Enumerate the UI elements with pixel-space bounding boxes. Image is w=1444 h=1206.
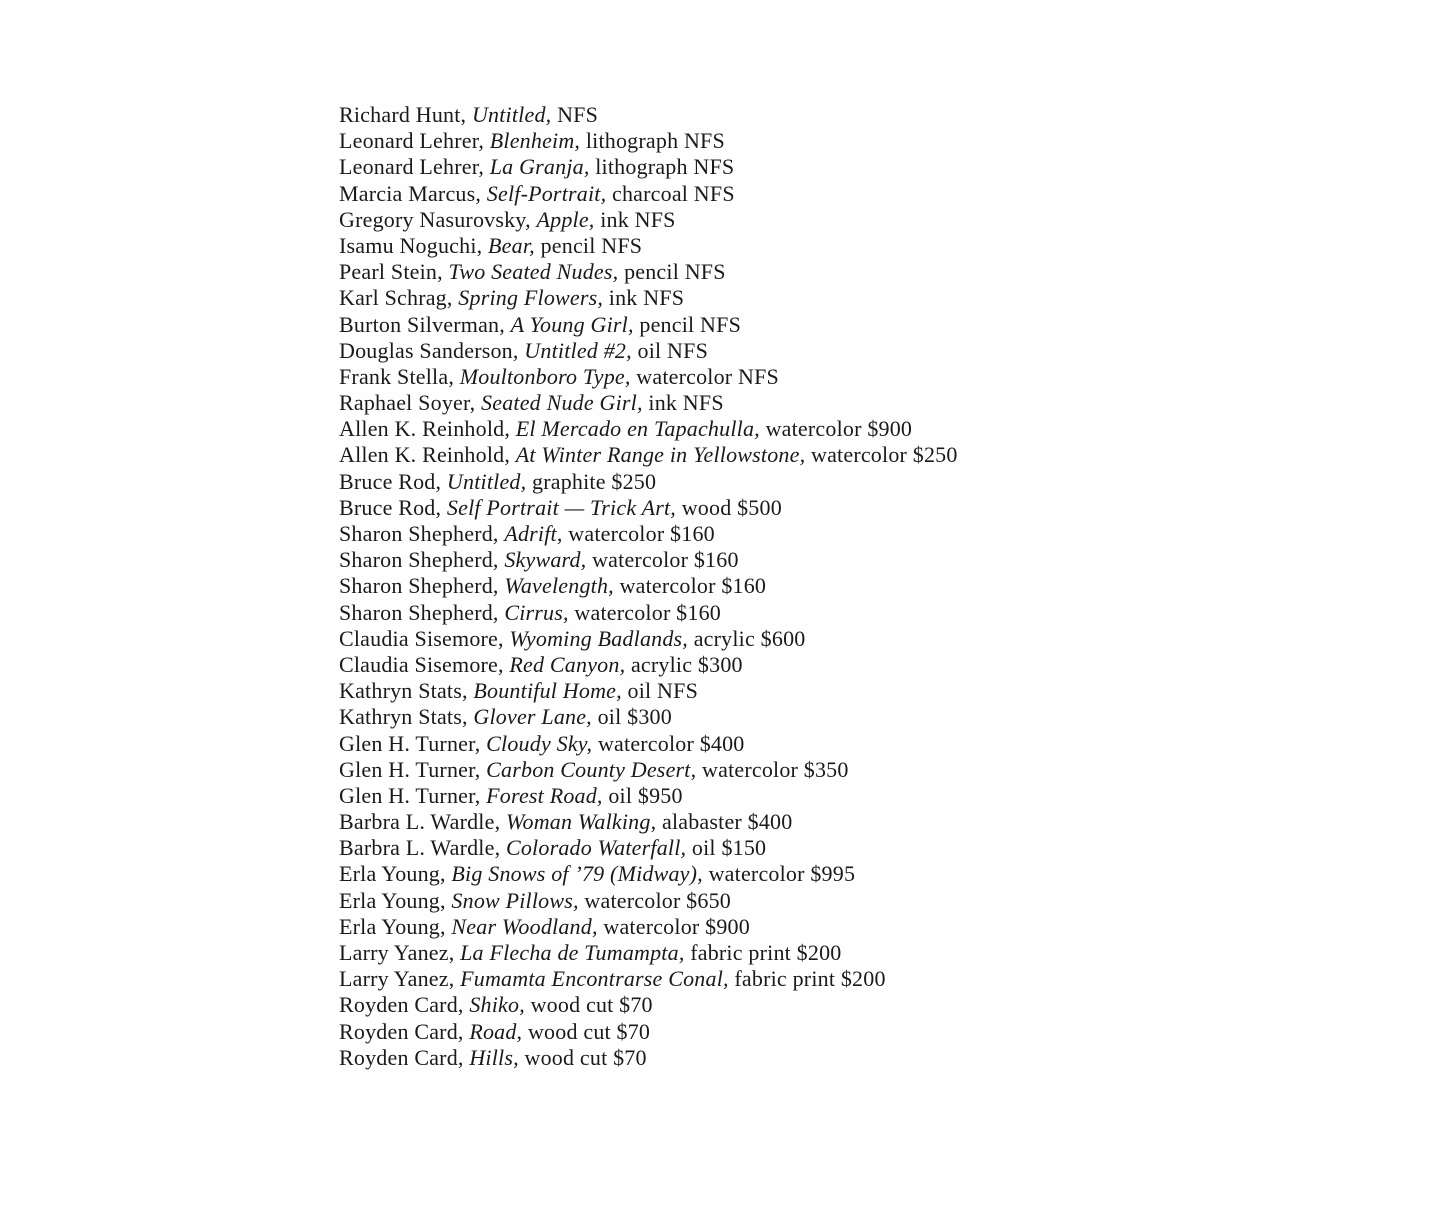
artwork-title: Forest Road, [486,782,603,808]
artwork-title: Cloudy Sky, [486,730,593,756]
artwork-title: Glover Lane, [473,704,592,730]
artist-name: Gregory Nasurovsky, [339,206,531,232]
checklist-entry [339,757,958,783]
checklist-entry [339,731,958,757]
medium-and-price: wood $500 [681,494,782,520]
medium-and-price: lithograph NFS [595,154,735,180]
artist-name: Leonard Lehrer, [339,154,485,180]
medium-and-price: alabaster $400 [661,809,793,835]
artist-name: Frank Stella, [339,363,455,389]
artist-name: Leonard Lehrer, [339,128,485,154]
artist-name: Royden Card, [339,1018,464,1044]
artwork-title: Woman Walking, [505,809,657,835]
artist-name: Glen H. Turner, [339,782,481,808]
medium-and-price: pencil NFS [639,311,742,337]
checklist-entry [339,626,958,652]
checklist-entry [339,678,958,704]
artist-name: Pearl Stein, [339,259,443,285]
artwork-title: Skyward, [504,547,587,573]
checklist-entry [339,809,958,835]
medium-and-price: wood cut $70 [524,1044,647,1070]
checklist-entry [339,390,958,416]
checklist-entry [339,154,958,180]
artist-name: Kathryn Stats, [339,678,468,704]
medium-and-price: wood cut $70 [527,1018,651,1044]
checklist-entry [339,416,958,442]
artwork-title: At Winter Range in Yellowstone, [515,442,806,468]
checklist-entry [339,207,958,233]
artwork-title: Blenheim, [489,128,581,154]
artist-name: Erla Young, [339,913,446,939]
artwork-title: A Young Girl, [510,311,634,337]
artist-name: Allen K. Reinhold, [339,442,511,468]
artwork-title: Hills, [469,1044,519,1070]
artwork-title: Untitled, [471,102,552,127]
artist-name: Douglas Sanderson, [339,337,519,363]
exhibition-checklist [339,102,958,1071]
checklist-entry [339,469,958,495]
medium-and-price: charcoal NFS [612,180,735,206]
artist-name: Glen H. Turner, [339,756,481,782]
medium-and-price: pencil NFS [624,259,726,285]
checklist-entry [339,888,958,914]
checklist-entry [339,102,958,128]
checklist-entry [339,285,958,311]
checklist-entry [339,1045,958,1071]
medium-and-price: ink NFS [648,390,724,416]
artist-name: Sharon Shepherd, [339,573,499,599]
artwork-title: Untitled, [446,468,527,494]
checklist-entry [339,600,958,626]
artwork-title: Bountiful Home, [473,678,622,704]
artist-name: Allen K. Reinhold, [339,416,511,442]
medium-and-price: ink NFS [600,206,676,232]
artist-name: Kathryn Stats, [339,704,468,730]
artwork-title: Red Canyon, [509,651,626,677]
medium-and-price: watercolor $160 [568,521,715,546]
artist-name: Burton Silverman, [339,311,505,337]
artwork-title: Shiko, [469,992,525,1018]
medium-and-price: graphite $250 [532,468,657,494]
medium-and-price: wood cut $70 [530,992,653,1018]
checklist-entry [339,338,958,364]
medium-and-price: watercolor $995 [708,861,856,887]
medium-and-price: watercolor $650 [584,887,731,913]
checklist-entry [339,128,958,154]
medium-and-price: watercolor $900 [765,416,913,442]
checklist-entry [339,573,958,599]
artwork-title: Big Snows of ’79 (Midway), [451,861,703,887]
artwork-title: Cirrus, [504,599,569,625]
medium-and-price: watercolor $250 [810,442,958,468]
checklist-entry [339,233,958,259]
artist-name: Glen H. Turner, [339,730,481,756]
artist-name: Bruce Rod, [339,494,442,520]
artist-name: Larry Yanez, [339,940,455,965]
medium-and-price: watercolor $160 [592,547,739,573]
artist-name: Isamu Noguchi, [339,232,483,258]
medium-and-price: watercolor $160 [619,573,767,599]
artist-name: Marcia Marcus, [339,180,482,206]
medium-and-price: watercolor $900 [603,913,750,939]
medium-and-price: oil $300 [597,704,672,730]
artwork-title: Wavelength, [504,573,614,599]
artist-name: Royden Card, [339,1044,464,1070]
artwork-title: Wyoming Badlands, [509,625,689,651]
artwork-title: Snow Pillows, [451,887,579,913]
checklist-entry [339,861,958,887]
artwork-title: Bear, [488,232,535,258]
artwork-title: El Mercado en Tapachulla, [515,416,760,442]
medium-and-price: pencil NFS [540,232,643,258]
checklist-entry [339,835,958,861]
artwork-title: Adrift, [504,521,563,546]
artist-name: Bruce Rod, [339,468,442,494]
medium-and-price: NFS [557,102,599,127]
artist-name: Sharon Shepherd, [339,547,499,573]
artwork-title: Moultonboro Type, [459,363,631,389]
artist-name: Sharon Shepherd, [339,599,499,625]
artist-name: Erla Young, [339,887,446,913]
artwork-title: Carbon County Desert, [486,756,697,782]
artwork-title: Colorado Waterfall, [505,835,687,861]
artwork-title: Apple, [536,206,595,232]
artist-name: Barbra L. Wardle, [339,809,501,835]
artist-name: Richard Hunt, [339,102,467,127]
medium-and-price: fabric print $200 [690,940,842,965]
medium-and-price: watercolor $350 [702,756,849,782]
artwork-title: La Flecha de Tumampta, [460,940,685,965]
medium-and-price: watercolor $400 [597,730,745,756]
artist-name: Claudia Sisemore, [339,625,504,651]
artist-name: Barbra L. Wardle, [339,835,501,861]
artwork-title: Self-Portrait, [486,180,607,206]
artwork-title: Fumamta Encontrarse Conal, [460,966,729,992]
medium-and-price: oil $150 [691,835,767,861]
medium-and-price: watercolor $160 [574,599,721,625]
artist-name: Royden Card, [339,992,464,1018]
medium-and-price: lithograph NFS [585,128,725,154]
artwork-title: Untitled #2, [524,337,632,363]
checklist-entry [339,259,958,285]
artwork-title: La Granja, [489,154,590,180]
artwork-title: Road, [469,1018,523,1044]
artist-name: Raphael Soyer, [339,390,476,416]
medium-and-price: acrylic $300 [630,651,743,677]
checklist-entry [339,940,958,966]
artist-name: Erla Young, [339,861,446,887]
artwork-title: Self Portrait — Trick Art, [446,494,676,520]
artwork-title: Two Seated Nudes, [448,259,619,285]
medium-and-price: oil $950 [608,782,683,808]
checklist-entry [339,966,958,992]
medium-and-price: watercolor NFS [636,363,779,389]
artwork-title: Spring Flowers, [458,285,604,311]
checklist-entry [339,312,958,338]
checklist-entry [339,992,958,1018]
artist-name: Karl Schrag, [339,285,453,311]
artwork-title: Seated Nude Girl, [481,390,643,416]
checklist-entry [339,495,958,521]
artist-name: Larry Yanez, [339,966,455,992]
checklist-entry [339,521,958,547]
medium-and-price: ink NFS [608,285,685,311]
artwork-title: Near Woodland, [451,913,598,939]
checklist-entry [339,364,958,390]
artist-name: Claudia Sisemore, [339,651,504,677]
checklist-entry [339,547,958,573]
checklist-entry [339,652,958,678]
checklist-entry [339,442,958,468]
checklist-entry [339,704,958,730]
medium-and-price: acrylic $600 [693,625,806,651]
artist-name: Sharon Shepherd, [339,521,499,546]
checklist-entry [339,914,958,940]
medium-and-price: oil NFS [637,337,708,363]
checklist-entry [339,1019,958,1045]
checklist-entry [339,181,958,207]
checklist-entry [339,783,958,809]
medium-and-price: oil NFS [627,678,699,704]
medium-and-price: fabric print $200 [734,966,886,992]
